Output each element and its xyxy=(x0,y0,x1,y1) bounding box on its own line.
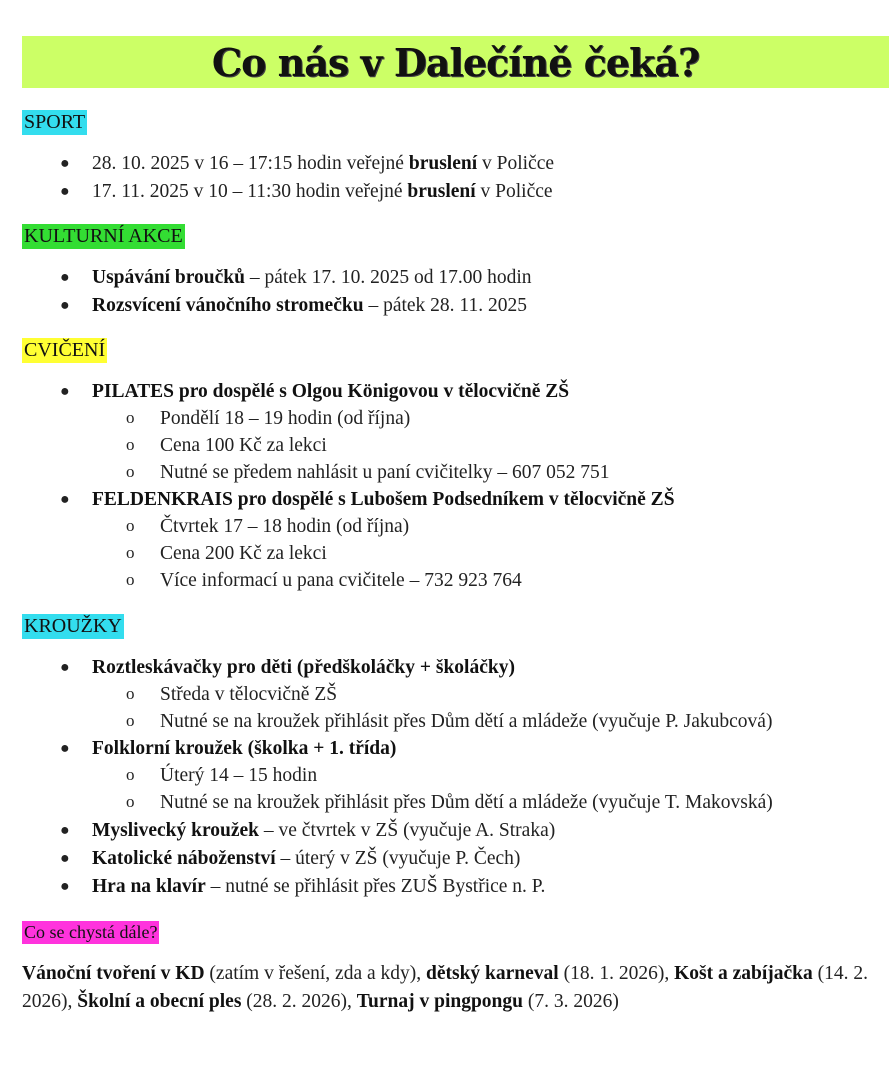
circle-bullet-icon: o xyxy=(126,462,135,481)
list-item: Uspávání broučků – pátek 17. 10. 2025 od 17.00 hodin xyxy=(92,267,532,288)
circle-bullet-icon: o xyxy=(126,792,135,811)
sub-list-item: Více informací u pana cvičitele – 732 923 764 xyxy=(160,570,522,591)
list-item: Hra na klavír – nutné se přihlásit přes ZUŠ Bystřice n. P. xyxy=(92,876,546,897)
sub-list-item: Nutné se na kroužek přihlásit přes Dům dětí a mládeže (vyučuje T. Makovská) xyxy=(160,792,773,813)
sub-list-item: Pondělí 18 – 19 hodin (od října) xyxy=(160,408,411,429)
circle-bullet-icon: o xyxy=(126,516,135,535)
list-item: Roztleskávačky pro děti (předškoláčky + školáčky) xyxy=(92,657,515,678)
bullet-icon: ● xyxy=(60,297,70,314)
bullet-icon: ● xyxy=(60,491,70,508)
sub-list-item: Středa v tělocvičně ZŠ xyxy=(160,684,338,705)
bullet-icon: ● xyxy=(60,383,70,400)
circle-bullet-icon: o xyxy=(126,570,135,589)
circle-bullet-icon: o xyxy=(126,765,135,784)
list-item: 17. 11. 2025 v 10 – 11:30 hodin veřejné bruslení v Poličce xyxy=(92,181,553,202)
bullet-icon: ● xyxy=(60,740,70,757)
heading-dale: Co se chystá dále? xyxy=(24,922,158,942)
heading-cviceni: CVIČENÍ xyxy=(24,339,106,361)
bullet-icon: ● xyxy=(60,183,70,200)
sub-list-item: Cena 200 Kč za lekci xyxy=(160,543,327,564)
upcoming-paragraph: Vánoční tvoření v KD (zatím v řešení, zda a kdy), dětský karneval (18. 1. 2026), Košt a zabíjačka (14. 2. 2026), Školní a obecní ples (28. 2. 2026), Turnaj v pingpongu (7. 3. 2026) xyxy=(22,963,869,1012)
circle-bullet-icon: o xyxy=(126,711,135,730)
list-item: FELDENKRAIS pro dospělé s Lubošem Podsedníkem v tělocvičně ZŠ xyxy=(92,489,675,510)
bullet-icon: ● xyxy=(60,850,70,867)
list-item: Katolické náboženství – úterý v ZŠ (vyučuje P. Čech) xyxy=(92,848,521,869)
heading-kultura: KULTURNÍ AKCE xyxy=(24,225,183,247)
circle-bullet-icon: o xyxy=(126,435,135,454)
bullet-icon: ● xyxy=(60,659,70,676)
list-item: Rozsvícení vánočního stromečku – pátek 28. 11. 2025 xyxy=(92,295,527,316)
circle-bullet-icon: o xyxy=(126,408,135,427)
list-item: Folklorní kroužek (školka + 1. třída) xyxy=(92,738,397,759)
circle-bullet-icon: o xyxy=(126,543,135,562)
title-banner xyxy=(22,36,889,88)
sub-list-item: Úterý 14 – 15 hodin xyxy=(160,765,318,786)
sub-list-item: Nutné se na kroužek přihlásit přes Dům dětí a mládeže (vyučuje P. Jakubcová) xyxy=(160,711,773,732)
heading-sport: SPORT xyxy=(24,111,86,133)
heading-krouzky: KROUŽKY xyxy=(24,615,122,637)
sub-list-item: Nutné se předem nahlásit u paní cvičitelky – 607 052 751 xyxy=(160,462,610,483)
bullet-icon: ● xyxy=(60,878,70,895)
bullet-icon: ● xyxy=(60,269,70,286)
bullet-icon: ● xyxy=(60,155,70,172)
bullet-icon: ● xyxy=(60,822,70,839)
page-title: Co nás v Dalečíně čeká? xyxy=(211,39,700,85)
list-item: PILATES pro dospělé s Olgou Königovou v tělocvičně ZŠ xyxy=(92,381,570,402)
circle-bullet-icon: o xyxy=(126,684,135,703)
sub-list-item: Cena 100 Kč za lekci xyxy=(160,435,327,456)
list-item: Myslivecký kroužek – ve čtvrtek v ZŠ (vyučuje A. Straka) xyxy=(92,820,556,841)
sub-list-item: Čtvrtek 17 – 18 hodin (od října) xyxy=(160,516,410,537)
list-item: 28. 10. 2025 v 16 – 17:15 hodin veřejné bruslení v Poličce xyxy=(92,153,555,174)
